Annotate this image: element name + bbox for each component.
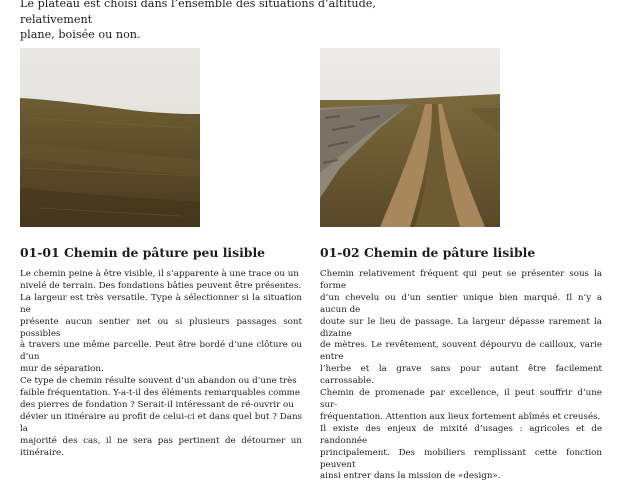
pasture-photo-faint-path xyxy=(20,48,200,227)
body-line: Le chemin peine à être visible, il s’apparente à une trace ou un xyxy=(20,269,299,279)
section-body xyxy=(320,269,602,483)
section-heading: 01-01 Chemin de pâture peu lisible xyxy=(20,245,266,260)
body-line: nivelé de terrain. Des fondations bâties peuvent être présentes. xyxy=(20,280,302,291)
section-heading: 01-02 Chemin de pâture lisible xyxy=(320,245,536,260)
body-line: Chemin de promenade par excellence, il peut souffrir d’une sur- xyxy=(320,388,602,410)
body-line: d’un chevelu ou d’un sentier unique bien marqué. Il n’y a aucun de xyxy=(320,292,602,315)
body-line: présente aucun sentier net ou si plusieurs passages sont possibles xyxy=(20,316,302,339)
section-chemin-lisible xyxy=(320,246,602,483)
body-line: doute sur le lieu de passage. La largeur dépasse rarement la dizaine xyxy=(320,316,602,339)
body-line: l’herbe et la grave sans pour autant être facilement carrossable. xyxy=(320,364,602,387)
section-chemin-peu-lisible xyxy=(20,246,302,460)
pasture-photo-clear-path xyxy=(320,48,500,227)
body-line: Ce type de chemin résulte souvent d’un abandon ou d’une très xyxy=(20,376,297,387)
body-line: Il existe des enjeux de mixité d’usages : agricoles et de randonnée xyxy=(320,423,602,446)
body-line: principalement. Des mobiliers remplissant cette fonction peuvent xyxy=(320,447,602,470)
body-line: ainsi entrer dans la mission de «design». xyxy=(320,471,501,482)
body-line: dévier un itinéraire au profit de celui-ci et dans quel but ? Dans la xyxy=(20,411,302,434)
intro-line-2: plane, boisée ou non. xyxy=(20,28,141,41)
body-line: fréquentation. Attention aux lieux fortement abîmés et creusés. xyxy=(320,411,601,422)
body-line: de mètres. Le revêtement, souvent dépourvu de cailloux, varie entre xyxy=(320,340,602,363)
body-line: La largeur est très versatile. Type à sélectionner si la situation ne xyxy=(20,292,302,315)
intro-line-1: Le plateau est choisi dans l’ensemble des situations d’altitude, relativement xyxy=(20,0,376,26)
section-body xyxy=(20,269,302,460)
body-line: à travers une même parcelle. Peut être bordé d’une clôture ou d’un xyxy=(20,340,302,363)
body-line: mur de séparation. xyxy=(20,364,104,375)
body-line: des pierres de fondation ? Serait-il intéressant de ré-ouvrir ou xyxy=(20,399,294,410)
body-line: Chemin relativement fréquent qui peut se présenter sous la forme xyxy=(320,269,602,291)
body-line: majorité des cas, il ne sera pas pertinent de détourner un itinéraire. xyxy=(20,435,302,458)
intro-text xyxy=(20,0,440,43)
body-line: faible fréquentation. Y-a-t-il des éléments remarquables comme xyxy=(20,388,300,399)
